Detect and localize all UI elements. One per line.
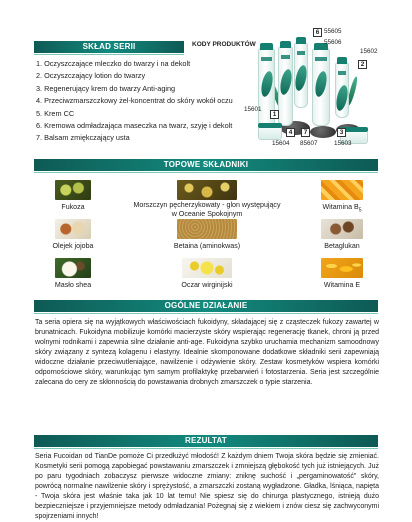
- product-code: 55606: [324, 39, 342, 46]
- witch-hazel-image: [182, 258, 232, 278]
- general-action-title: OGÓLNE DZIAŁANIE: [34, 300, 378, 312]
- product-code: 85607: [300, 140, 318, 147]
- product-code: 55605: [324, 28, 342, 35]
- stone-decoration: [310, 126, 336, 138]
- ingredient-morszczyn: Morszczyn pęcherzykowaty - glon występujący w Oceanie Spokojnym: [132, 180, 282, 218]
- list-item: 5. Krem CC: [36, 108, 75, 118]
- list-item: 4. Przeciwzmarszczkowy żel-koncentrat do skóry wokół oczu: [36, 96, 233, 106]
- list-item: 1. Oczyszczające mleczko do twarzy i na dekolt: [36, 59, 191, 68]
- list-item: 3. Regenerujący krem do twarzy Anti-aging: [36, 83, 176, 93]
- product-photo: [250, 26, 380, 152]
- shea-butter-image: [55, 258, 91, 278]
- product-code: 15601: [244, 106, 262, 113]
- product-badge: 3: [337, 128, 346, 137]
- composition-list: [36, 58, 266, 145]
- ingredient-shea: Masło shea: [40, 258, 106, 296]
- ingredient-fukoza: Fukoza: [40, 180, 106, 218]
- product-tube: [312, 48, 330, 126]
- ingredients-row: [40, 219, 382, 257]
- product-badge: 1: [270, 110, 279, 119]
- ingredient-jojoba: Olejek jojoba: [40, 219, 106, 257]
- betaine-image: [177, 219, 237, 239]
- product-badge: 7: [301, 128, 310, 137]
- product-code: 15602: [360, 48, 378, 55]
- product-tube: [294, 42, 308, 108]
- product-tube: [335, 62, 349, 118]
- ingredients-row: [40, 258, 382, 296]
- result-text: Seria Fucoidan od TianDe pomoże Ci przedłużyć młodość! Z każdym dniem Twoja skóra będzie się zmieniać. Kosmetyki serii pomogą zapobiegać powstawaniu zmarszczek i zmniejszą głębokość tych już istniejących. Już po paru tygodniach zobaczysz pierwsze widoczne zmiany: zniknę suchość i „pergaminowatość" skóry, powrócą normalne nawilżenie skóry i sprężystość, a zmarszczki zostaną wygładzone. Gładka, lśniąca, napięta - Twoja skóra jest właśnie taka jak 10 lat temu! Nie spiesz się do chirurga plastycznego, istnieją dużo bezpieczniejsze i przyjemniejsze metody odmładzania! Pożegnaj się z wiekiem i znów ciesz się zachwyconymi spojrzeniami innych!: [35, 453, 379, 520]
- product-code: 15603: [334, 140, 352, 147]
- list-item: 2. Oczyszczający lotion do twarzy: [36, 71, 146, 81]
- vitamin-b5-image: [321, 180, 363, 200]
- ingredient-vitamin-e: Witamina E: [302, 258, 382, 296]
- list-item: 7. Balsam zmiękczający usta: [36, 133, 130, 143]
- betaglucan-image: [321, 219, 363, 239]
- composition-title: SKŁAD SERII: [34, 41, 184, 53]
- bladderwrack-image: [177, 180, 237, 200]
- ingredient-oczar: Oczar wirginijski: [132, 258, 282, 296]
- fucose-image: [55, 180, 91, 200]
- ingredients-row: [40, 180, 382, 218]
- ingredient-vitamin-b5: Witamina $B_5$: [302, 180, 382, 218]
- jojoba-image: [55, 219, 91, 239]
- product-badge: 2: [358, 60, 367, 69]
- vitamin-e-image: [321, 258, 363, 278]
- list-item: 6. Kremowa odmładzająca maseczka na twarz, szyję i dekolt: [36, 121, 233, 131]
- product-badge: 6: [313, 28, 322, 37]
- product-codes-title: KODY PRODUKTÓW: [192, 41, 256, 48]
- product-tube: [278, 46, 293, 126]
- product-badge: 4: [286, 128, 295, 137]
- ingredients-title: TOPOWE SKŁADNIKI: [34, 159, 378, 171]
- result-title: REZULTAT: [34, 435, 378, 447]
- ingredient-betaina: Betaina (aminokwas): [132, 219, 282, 257]
- ingredient-betaglukan: Betaglukan: [302, 219, 382, 257]
- general-action-text: Ta seria opiera się na wyjątkowych właściwościach fukoidyny, składającej się z cząsteczek fukozy zawartej w brunatnicach. Fukoidyna mobilizuje komórki macierzyste skóry wspierając regenerację tkanek, chroni ją przed wolnymi rodnikami i zapewnia silne działanie anti-age. Fukoidyna szybko uruchamia mechanizm samoodnowy skóry związany z syntezą kolagenu i elastyny. Idealnie skomponowane dodatkowe składniki serii zapewniają widoczne działanie przeciwutleniające, nawilżenie i odżywienie skóry. Zestaw kosmetyków wspiera komórki odpornościowe skóry, warunkując tym samym profilaktykę przebarwień i fotostarzenia. Seria jest szczególnie zalecana do cery ze skłonnością do powstawania drobnych zmarszczek o typie starzenia.: [35, 319, 379, 386]
- product-jar: [258, 126, 282, 140]
- product-code: 15604: [272, 140, 290, 147]
